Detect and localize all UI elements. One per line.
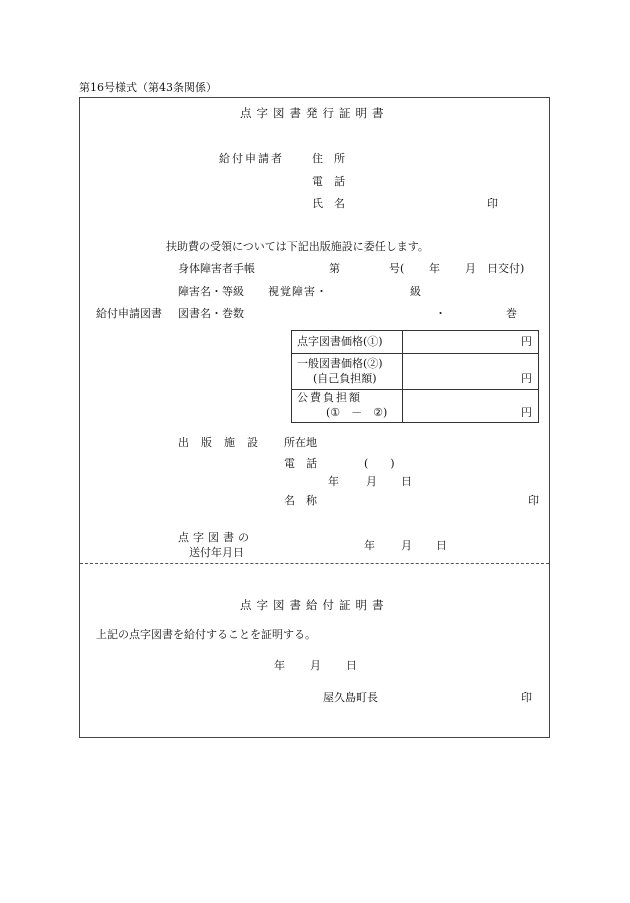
price-table-row-line <box>292 389 538 390</box>
applicant-phone-label: 電 話 <box>312 175 345 188</box>
form-reference: 第16号様式（第43条関係） <box>79 81 217 94</box>
shipping-label-line1: 点字図書の <box>178 531 253 544</box>
shipping-year: 年 <box>364 539 375 552</box>
publisher-phone-parens: ( ) <box>364 457 395 470</box>
publisher-label: 出版施設 <box>178 436 270 449</box>
public-burden-label: 公費負担額 <box>297 391 362 404</box>
publisher-month: 月 <box>366 475 377 488</box>
book-dot: ・ <box>435 307 446 320</box>
price-table-divider <box>402 331 403 422</box>
applicant-seal: 印 <box>487 197 498 210</box>
publisher-phone-label: 電 話 <box>284 457 317 470</box>
publisher-location-label: 所在地 <box>284 436 317 449</box>
applicant-label: 給付申請者 <box>219 152 284 165</box>
book-section-label: 給付申請図書 <box>96 307 162 320</box>
publisher-day: 日 <box>401 475 412 488</box>
applicant-name-label: 氏 名 <box>312 197 345 210</box>
handbook-year: 年 <box>429 262 440 275</box>
handbook-no-prefix: 第 <box>329 262 340 275</box>
shipping-month: 月 <box>401 539 412 552</box>
public-burden-formula: (① － ②) <box>326 406 388 419</box>
address-label: 住 所 <box>312 152 345 165</box>
handbook-month: 月 <box>465 262 476 275</box>
handbook-no-suffix: 号( <box>389 262 405 275</box>
mayor-seal: 印 <box>521 691 532 704</box>
publisher-name-label: 名 称 <box>284 494 317 507</box>
braille-price-yen: 円 <box>521 335 532 348</box>
publisher-year: 年 <box>328 475 339 488</box>
price-table-row-line <box>292 353 538 354</box>
braille-price-label: 点字図書価格(①) <box>297 335 383 348</box>
grant-year: 年 <box>274 659 285 672</box>
disability-grade: 級 <box>410 285 421 298</box>
mayor-label: 屋久島町長 <box>323 691 378 704</box>
grant-text: 上記の点字図書を給付することを証明する。 <box>96 628 316 641</box>
shipping-day: 日 <box>436 539 447 552</box>
delegation-text: 扶助費の受領については下記出版施設に委任します。 <box>166 240 429 253</box>
shipping-label-line2: 送付年月日 <box>189 546 244 559</box>
book-title-label: 図書名・巻数 <box>178 307 244 320</box>
disability-label: 障害名・等級 <box>178 285 244 298</box>
certificate-title: 点字図書発行証明書 <box>240 106 389 120</box>
self-burden-label: (自己負担額) <box>313 372 377 385</box>
handbook-issued: 日交付) <box>487 262 525 275</box>
grant-month: 月 <box>310 659 321 672</box>
section-divider <box>80 563 549 564</box>
grant-day: 日 <box>346 659 357 672</box>
publisher-seal: 印 <box>528 494 539 507</box>
public-burden-yen: 円 <box>521 406 532 419</box>
book-volume: 巻 <box>506 307 517 320</box>
handbook-label: 身体障害者手帳 <box>178 262 255 275</box>
general-price-yen: 円 <box>521 372 532 385</box>
general-price-label: 一般図書価格(②) <box>297 357 383 370</box>
grant-title: 点字図書給付証明書 <box>240 598 389 612</box>
disability-value: 視覚障害・ <box>268 285 328 298</box>
